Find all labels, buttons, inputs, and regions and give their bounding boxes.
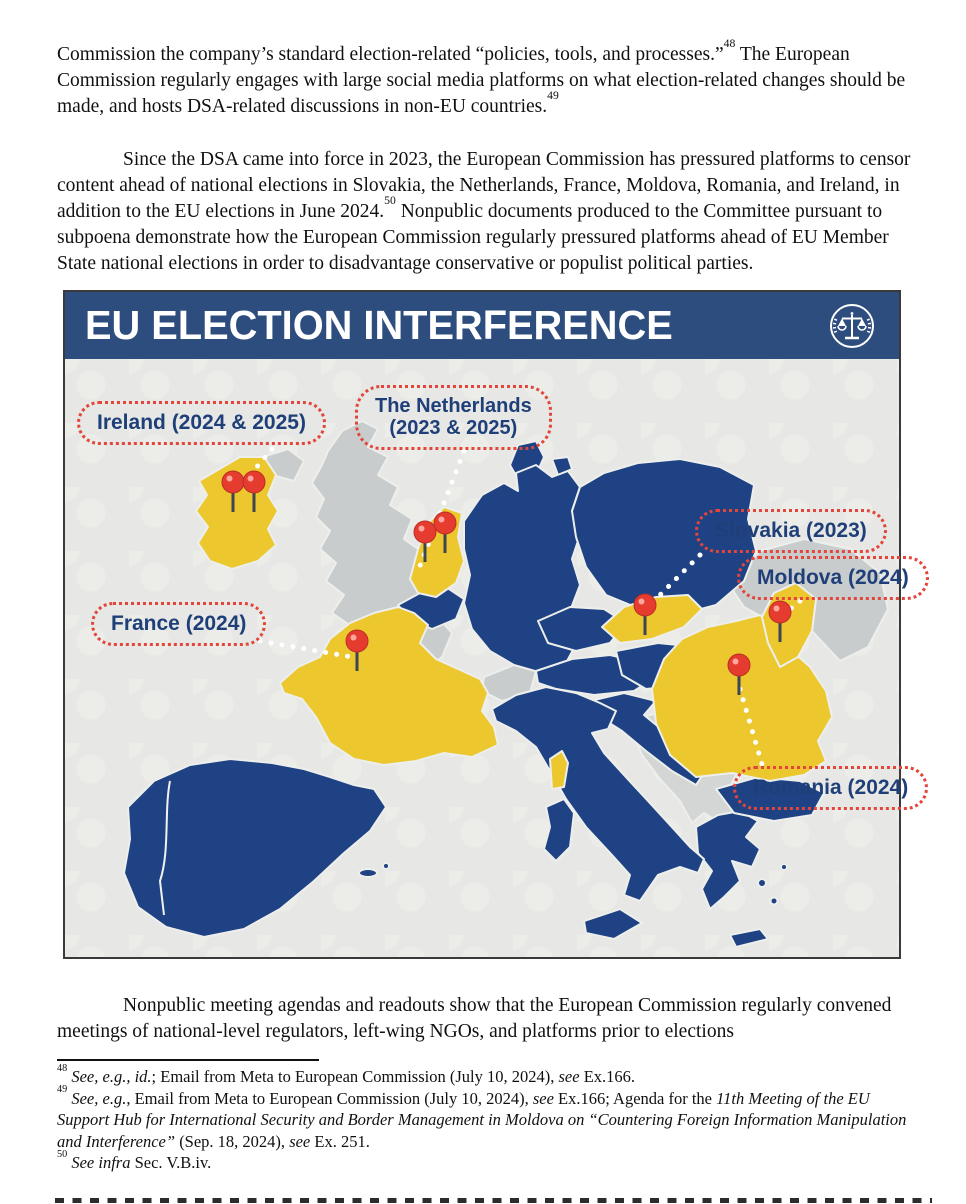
label-text: Romania (2024) xyxy=(753,776,909,799)
label-text: The Netherlands xyxy=(375,395,532,417)
country-greece xyxy=(696,811,760,909)
country-france xyxy=(280,607,498,765)
paragraph-3: Nonpublic meeting agendas and readouts show that the European Commission regularly convened meetings of national-level regulators, left-wing NGOs, and platforms prior to elections xyxy=(57,995,892,1042)
label-text: Moldova (2024) xyxy=(757,566,909,589)
paragraph-1: Commission the company’s standard election-related “policies, tools, and processes.”$^{48}$ The European Commission regularly engages with large social media platforms on what election-related changes should be made, and hosts DSA-related discussions in non-EU countries.$^{49}$ xyxy=(57,36,906,117)
label-text: Slovakia (2023) xyxy=(715,519,867,542)
label-text: Ireland (2024 & 2025) xyxy=(97,411,306,434)
scales-of-justice-seal-icon xyxy=(827,301,877,351)
balearic-island xyxy=(383,863,389,869)
footnote-50: $^{50}$ See infra Sec. V.B.iv. xyxy=(57,1148,212,1172)
cut-off-next-line xyxy=(55,1198,932,1203)
map-label-france xyxy=(91,602,266,646)
balearic-island xyxy=(359,869,377,877)
infographic-header xyxy=(65,292,899,359)
footnote-49: $^{49}$ See, e.g., Email from Meta to European Commission (July 10, 2024), see Ex.166; Agenda for the 11th Meeting of the EU Support Hub for International Security and Border Management in Moldova on “Countering Foreign Information Manipulation and Interference” (Sep. 18, 2024), see Ex. 251. xyxy=(57,1084,907,1151)
paragraph-2: Since the DSA came into force in 2023, the European Commission has pressured platforms to censor content ahead of national elections in Slovakia, the Netherlands, France, Moldova, Romania, and Ireland, in addition to the EU elections in June 2024.50 Nonpublic documents produced to the Committee pursuant to subpoena demonstrate how the European Commission regularly pressured platforms ahead of EU Member State national elections in order to disadvantage conservative or populist political parties. xyxy=(57,149,911,274)
infographic-panel xyxy=(63,290,909,959)
map-label-slovakia xyxy=(695,509,887,553)
greek-island xyxy=(758,879,766,887)
footnote-48: $^{48}$ See, e.g., id.; Email from Meta to European Commission (July 10, 2024), see Ex.166. xyxy=(57,1062,636,1086)
map-label-romania xyxy=(733,766,928,810)
country-italy-sicily xyxy=(584,909,642,939)
greek-island xyxy=(771,898,778,905)
label-text: France (2024) xyxy=(111,612,247,635)
footnote-separator xyxy=(57,1059,319,1061)
country-corsica xyxy=(550,751,568,789)
country-greece-crete xyxy=(730,929,768,947)
country-italy-sardinia xyxy=(544,799,574,861)
label-text: (2023 & 2025) xyxy=(389,417,518,440)
greek-island xyxy=(781,864,787,870)
map-label-ireland xyxy=(77,401,326,445)
footnotes-block xyxy=(57,1062,913,1174)
map-label-netherlands xyxy=(355,385,552,450)
infographic-title: EU ELECTION INTERFERENCE xyxy=(85,302,673,348)
europe-map xyxy=(65,359,909,957)
map-label-moldova xyxy=(737,556,929,600)
